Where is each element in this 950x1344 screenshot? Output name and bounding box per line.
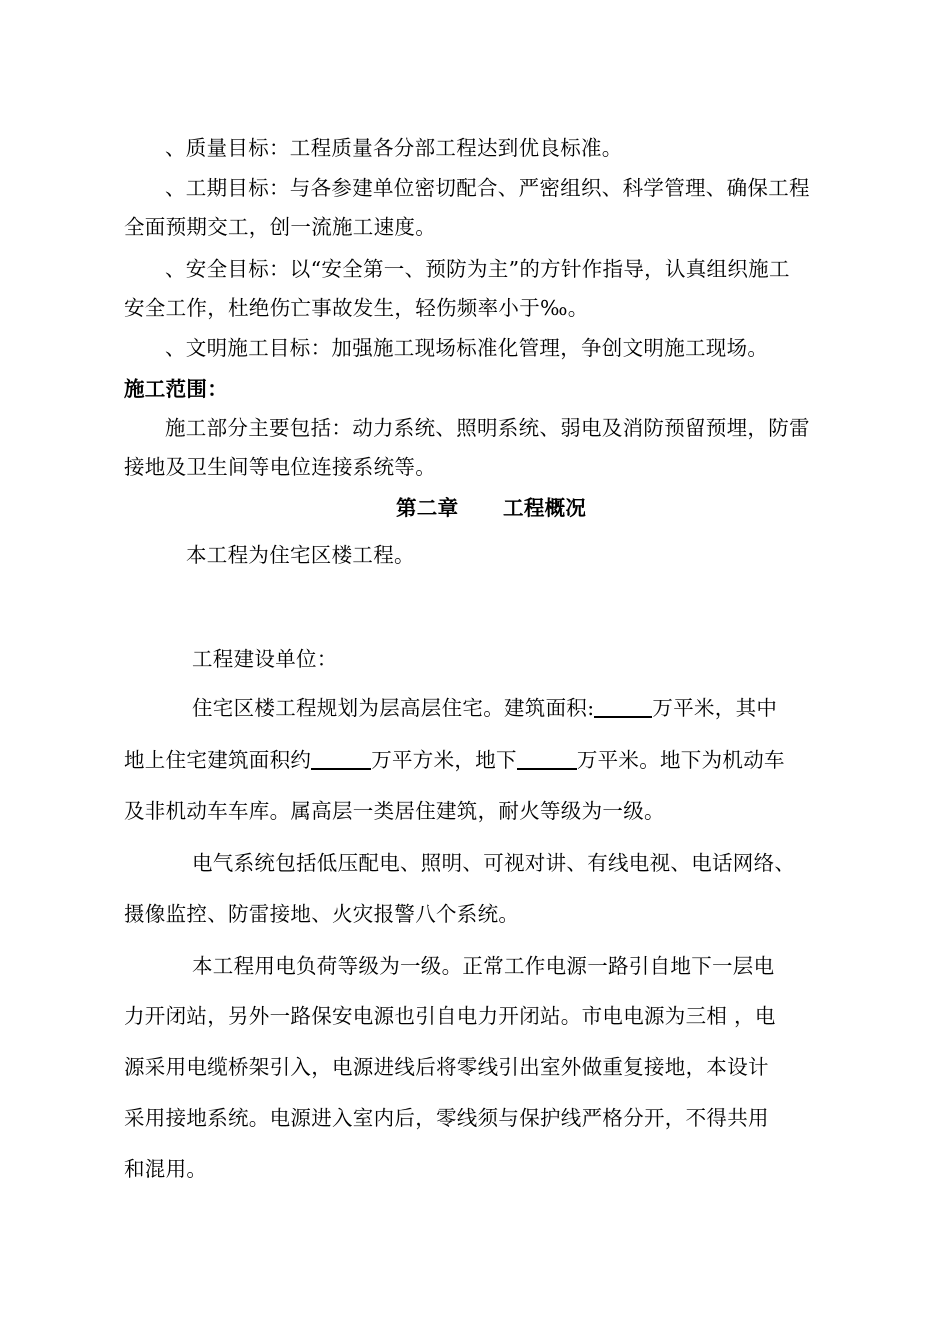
area-line-1 [192,694,777,722]
civilized-goal-line: 、文明施工目标：加强施工现场标准化管理，争创文明施工现场。 [165,336,769,360]
scope-text-line-2: 接地及卫生间等电位连接系统等。 [124,455,436,479]
power-supply-line-2: 力开闭站，另外一路保安电源也引自电力开闭站。市电电源为三相 ，电 [124,1004,776,1028]
scope-heading: 施工范围： [124,377,228,401]
area-line-1-text-b: 万平米，其中 [652,696,778,720]
area-line-1-text-a: 住宅区楼工程规划为层高层住宅。建筑面积: [192,696,595,720]
area-line-2-text-a: 地上住宅建筑面积约 [124,748,312,772]
construction-owner-label: 工程建设单位： [192,647,338,671]
power-supply-line-4: 采用接地系统。电源进入室内后，零线须与保护线严格分开，不得共用 [124,1106,769,1130]
area-line-2-text-b: 万平方米，地下 [371,748,517,772]
scope-text-line-1: 施工部分主要包括：动力系统、照明系统、弱电及消防预留预埋，防雷 [165,416,810,440]
electrical-systems-line-1: 电气系统包括低压配电、照明、可视对讲、有线电视、电话网络、 [192,851,796,875]
safety-goal-line-1: 、安全目标：以“安全第一、预防为主”的方针作指导，认真组织施工 [165,257,790,281]
schedule-goal-line-2: 全面预期交工，创一流施工速度。 [124,215,436,239]
above-ground-area-blank [311,746,371,770]
project-intro: 本工程为住宅区楼工程。 [186,543,415,567]
power-supply-line-3: 源采用电缆桥架引入，电源进线后将零线引出室外做重复接地，本设计 [124,1055,769,1079]
area-line-2-text-c: 万平米。地下为机动车 [576,748,785,772]
area-line-2 [124,746,785,774]
total-area-blank [594,694,652,718]
chapter-title: 第二章 工程概况 [396,496,587,520]
quality-goal-line: 、质量目标：工程质量各分部工程达到优良标准。 [165,136,623,160]
electrical-systems-line-2: 摄像监控、防雷接地、火灾报警八个系统。 [124,902,520,926]
safety-goal-line-2: 安全工作，杜绝伤亡事故发生，轻伤频率小于‰。 [124,296,589,320]
power-supply-line-5: 和混用。 [124,1157,208,1181]
power-supply-line-1: 本工程用电负荷等级为一级。正常工作电源一路引自地下一层电 [192,954,775,978]
underground-area-blank [517,746,577,770]
area-line-3: 及非机动车车库。属高层一类居住建筑，耐火等级为一级。 [124,799,665,823]
schedule-goal-line-1: 、工期目标：与各参建单位密切配合、严密组织、科学管理、确保工程 [165,176,810,200]
